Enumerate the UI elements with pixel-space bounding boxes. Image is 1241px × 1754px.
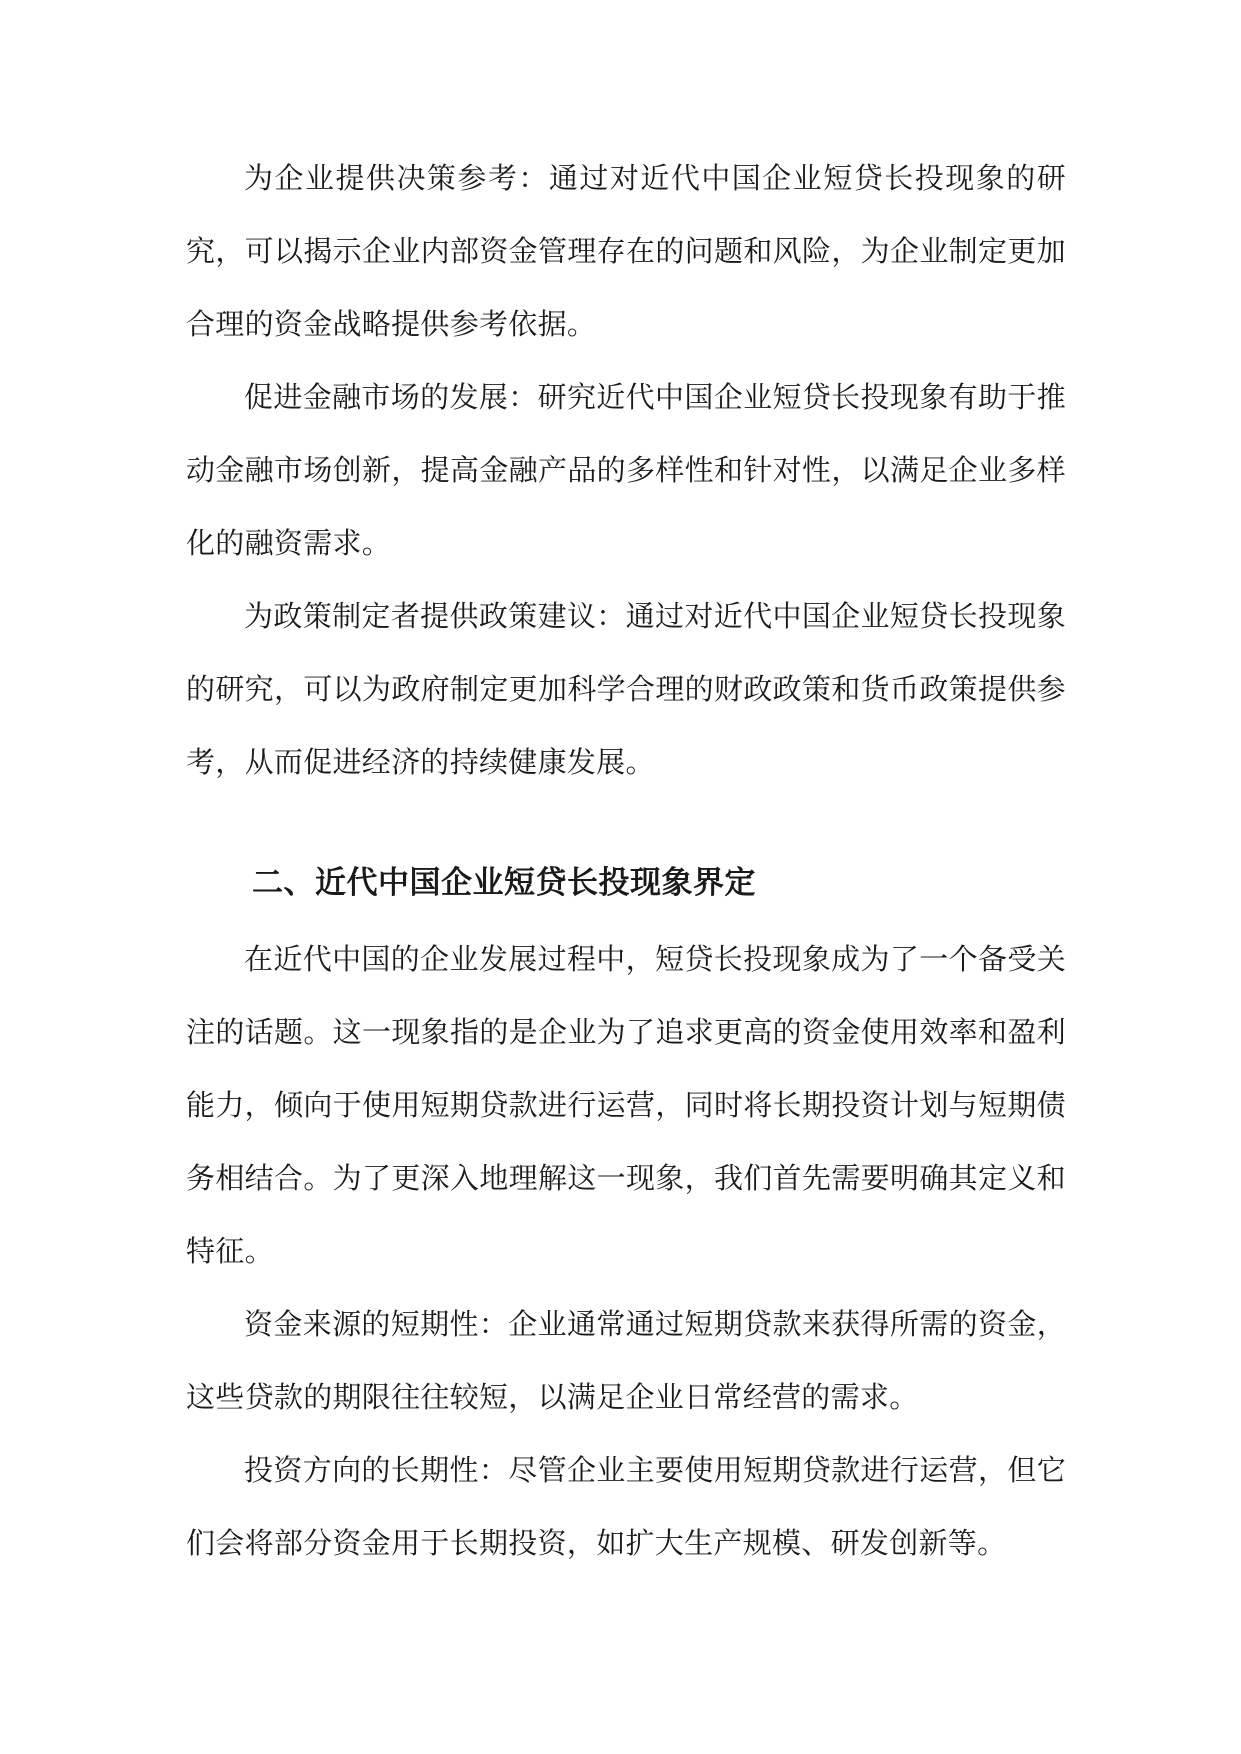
paragraph-definition-intro: 在近代中国的企业发展过程中，短贷长投现象成为了一个备受关注的话题。这一现象指的是企业为了追求更高的资金使用效率和盈利能力，倾向于使用短期贷款进行运营，同时将长期投资计划与短期债务相结合。为了更深入地理解这一现象，我们首先需要明确其定义和特征。 <box>186 942 1066 1268</box>
paragraph-long-term-investment: 投资方向的长期性：尽管企业主要使用短期贷款进行运营，但它们会将部分资金用于长期投资，如扩大生产规模、研发创新等。 <box>186 1453 1066 1560</box>
paragraph-short-term-funding: 资金来源的短期性：企业通常通过短期贷款来获得所需的资金，这些贷款的期限往往较短，以满足企业日常经营的需求。 <box>186 1307 1066 1414</box>
section-heading: 二、近代中国企业短贷长投现象界定 <box>252 865 756 901</box>
paragraph-decision-reference: 为企业提供决策参考：通过对近代中国企业短贷长投现象的研究，可以揭示企业内部资金管理存在的问题和风险，为企业制定更加合理的资金战略提供参考依据。 <box>186 161 1066 341</box>
paragraph-financial-market: 促进金融市场的发展：研究近代中国企业短贷长投现象有助于推动金融市场创新，提高金融产品的多样性和针对性，以满足企业多样化的融资需求。 <box>186 380 1066 560</box>
paragraph-policy-advice: 为政策制定者提供政策建议：通过对近代中国企业短贷长投现象的研究，可以为政府制定更加科学合理的财政政策和货币政策提供参考，从而促进经济的持续健康发展。 <box>186 599 1066 779</box>
document-body <box>186 142 1066 1580</box>
